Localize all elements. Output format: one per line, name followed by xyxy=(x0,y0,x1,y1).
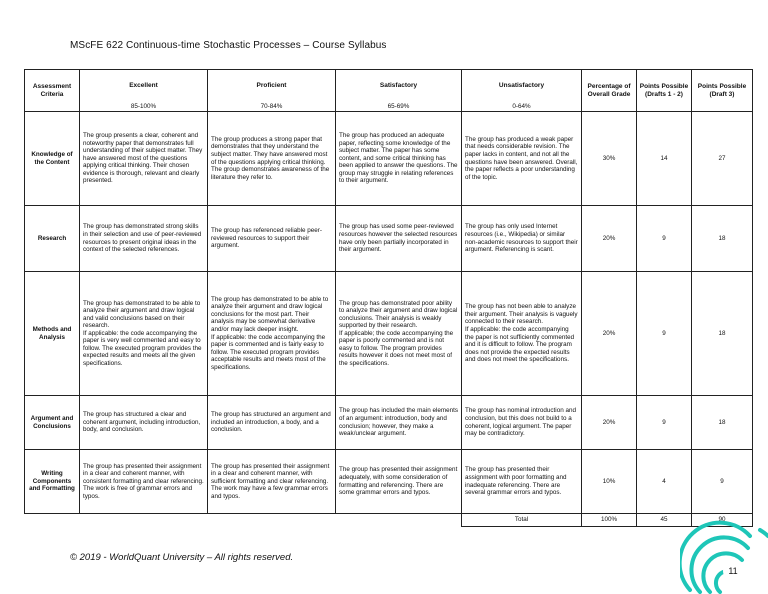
header-points-draft3: Points Possible (Draft 3) xyxy=(692,70,753,112)
points-draft3-cell: 18 xyxy=(692,272,753,396)
criteria-cell: Methods and Analysis xyxy=(25,272,80,396)
table-row xyxy=(25,450,753,514)
header-satisfactory: Satisfactory xyxy=(336,70,462,102)
points-draft3-cell: 18 xyxy=(692,396,753,450)
range-satisfactory: 65-69% xyxy=(336,102,462,112)
total-points-draft3: 90 xyxy=(692,514,753,527)
points-drafts-cell: 9 xyxy=(637,206,692,272)
proficient-cell: The group has referenced reliable peer-reviewed resources to support their argument. xyxy=(208,206,336,272)
table-row xyxy=(25,112,753,206)
header-row xyxy=(25,70,753,102)
satisfactory-cell: The group has demonstrated poor ability to analyze their argument and draw logical conclusions. Their analysis is weakly supported by their research. If applicable; the code accompanying the paper is poorly commented and is not easy to follow. The program provides results however it does not meet most of the specifications. xyxy=(336,272,462,396)
page-title: MScFE 622 Continuous-time Stochastic Processes – Course Syllabus xyxy=(70,40,387,51)
worldquant-spiral-logo-icon xyxy=(680,520,768,594)
points-drafts-cell: 14 xyxy=(637,112,692,206)
satisfactory-cell: The group has included the main elements of an argument: introduction, body and conclusion; however, they make a weak/unclear argument. xyxy=(336,396,462,450)
excellent-cell: The group has presented their assignment in a clear and coherent manner, with consistent formatting and clear referencing. The work is free of grammar errors and typos. xyxy=(80,450,208,514)
total-label: Total xyxy=(462,514,582,527)
proficient-cell: The group has demonstrated to be able to analyze their argument and draw logical conclusions for the most part. Their analysis may be somewhat derivative and/or may lack deeper insight. If applicable: the code accompanying the paper is commented and is fairly easy to follow. The executed program provides acceptable results and meets most of the specifications. xyxy=(208,272,336,396)
page-number: 11 xyxy=(723,561,743,581)
total-percentage: 100% xyxy=(582,514,637,527)
header-unsatisfactory: Unsatisfactory xyxy=(462,70,582,102)
points-drafts-cell: 9 xyxy=(637,396,692,450)
unsatisfactory-cell: The group has only used Internet resources (i.e., Wikipedia) or similar non-academic resources to support their argument. Referencing is scant. xyxy=(462,206,582,272)
criteria-cell: Knowledge of the Content xyxy=(25,112,80,206)
percentage-cell: 10% xyxy=(582,450,637,514)
criteria-cell: Argument and Conclusions xyxy=(25,396,80,450)
proficient-cell: The group has presented their assignment in a clear and coherent manner, with sufficient formatting and clear referencing. The work may have a few grammar errors and typos. xyxy=(208,450,336,514)
percentage-cell: 20% xyxy=(582,272,637,396)
percentage-cell: 20% xyxy=(582,206,637,272)
satisfactory-cell: The group has used some peer-reviewed resources however the selected resources have only been partially incorporated in their argument. xyxy=(336,206,462,272)
unsatisfactory-cell: The group has not been able to analyze their argument. Their analysis is vaguely connected to their research. If applicable: the code accompanying the paper is not sufficiently commented and it is difficult to follow. The program does not provide the expected results and does not meet the specifications. xyxy=(462,272,582,396)
total-points-drafts: 45 xyxy=(637,514,692,527)
criteria-cell: Research xyxy=(25,206,80,272)
points-draft3-cell: 9 xyxy=(692,450,753,514)
total-row xyxy=(25,514,753,527)
points-draft3-cell: 27 xyxy=(692,112,753,206)
satisfactory-cell: The group has produced an adequate paper, reflecting some knowledge of the subject matter. The paper has some content, and some critical thinking has been applied to answer the questions. The group may struggle in relating references to their argument. xyxy=(336,112,462,206)
range-excellent: 85-100% xyxy=(80,102,208,112)
proficient-cell: The group produces a strong paper that demonstrates that they understand the subject matter. They have answered most of the questions applying critical thinking. The group demonstrates awareness of the literature they refer to. xyxy=(208,112,336,206)
percentage-cell: 30% xyxy=(582,112,637,206)
proficient-cell: The group has structured an argument and included an introduction, a body, and a conclusion. xyxy=(208,396,336,450)
header-proficient: Proficient xyxy=(208,70,336,102)
unsatisfactory-cell: The group has presented their assignment with poor formatting and inadequate referencing. There are several grammar errors and typos. xyxy=(462,450,582,514)
unsatisfactory-cell: The group has nominal introduction and conclusion, but this does not build to a coherent, logical argument. The paper may be contradictory. xyxy=(462,396,582,450)
header-criteria: Assessment Criteria xyxy=(25,70,80,112)
points-drafts-cell: 4 xyxy=(637,450,692,514)
excellent-cell: The group has demonstrated strong skills in their selection and use of peer-reviewed resources to present original ideas in the context of the selected references. xyxy=(80,206,208,272)
percentage-cell: 20% xyxy=(582,396,637,450)
criteria-cell: Writing Components and Formatting xyxy=(25,450,80,514)
table-row xyxy=(25,272,753,396)
unsatisfactory-cell: The group has produced a weak paper that needs considerable revision. The paper lacks in content, and not all the questions have been answered. Overall, the paper reflects a poor understanding of the topic. xyxy=(462,112,582,206)
excellent-cell: The group has structured a clear and coherent argument, including introduction, body, and conclusion. xyxy=(80,396,208,450)
excellent-cell: The group has demonstrated to be able to analyze their argument and draw logical and valid conclusions based on their research. If applicable: the code accompanying the paper is very well commented and easy to follow. The executed program provides the expected results and meets all the given specifications. xyxy=(80,272,208,396)
range-unsatisfactory: 0-64% xyxy=(462,102,582,112)
table-row xyxy=(25,206,753,272)
points-draft3-cell: 18 xyxy=(692,206,753,272)
copyright-footer: © 2019 - WorldQuant University – All rights reserved. xyxy=(70,552,294,563)
satisfactory-cell: The group has presented their assignment adequately, with some consideration of formatting and referencing. There are some grammar errors and typos. xyxy=(336,450,462,514)
assessment-rubric-table xyxy=(24,69,753,527)
range-proficient: 70-84% xyxy=(208,102,336,112)
header-percentage: Percentage of Overall Grade xyxy=(582,70,637,112)
table-row xyxy=(25,396,753,450)
points-drafts-cell: 9 xyxy=(637,272,692,396)
header-points-drafts: Points Possible (Drafts 1 - 2) xyxy=(637,70,692,112)
excellent-cell: The group presents a clear, coherent and noteworthy paper that demonstrates full understanding of their subject matter. They have answered most of the questions applying critical thinking. Their chosen evidence is thorough, relevant and clearly presented. xyxy=(80,112,208,206)
header-excellent: Excellent xyxy=(80,70,208,102)
